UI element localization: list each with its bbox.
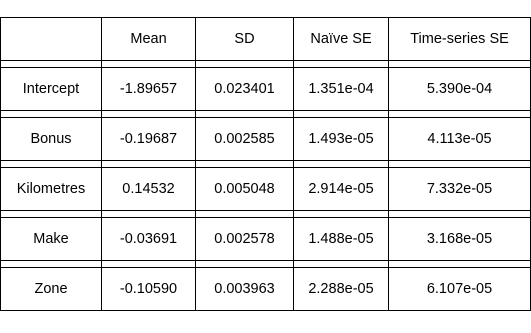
cell-sd: 0.023401 (196, 68, 294, 111)
row-label: Zone (1, 268, 102, 311)
cell-naive-se: 1.351e-04 (294, 68, 389, 111)
cell-sd: 0.002585 (196, 118, 294, 161)
row-label: Bonus (1, 118, 102, 161)
cell-naive-se: 1.493e-05 (294, 118, 389, 161)
cell-mean: -0.19687 (102, 118, 196, 161)
cell-time-series-se: 5.390e-04 (389, 68, 531, 111)
header-cell-empty (1, 18, 102, 61)
table-row (1, 218, 531, 261)
cell-mean: 0.14532 (102, 168, 196, 211)
cell-time-series-se: 4.113e-05 (389, 118, 531, 161)
row-spacer (1, 111, 531, 118)
row-spacer (1, 61, 531, 68)
cell-sd: 0.005048 (196, 168, 294, 211)
cell-time-series-se: 6.107e-05 (389, 268, 531, 311)
cell-sd: 0.003963 (196, 268, 294, 311)
header-cell-sd: SD (196, 18, 294, 61)
cell-naive-se: 2.288e-05 (294, 268, 389, 311)
statistics-table (0, 17, 531, 311)
header-row (1, 18, 531, 61)
cell-mean: -1.89657 (102, 68, 196, 111)
cell-time-series-se: 7.332e-05 (389, 168, 531, 211)
row-label: Kilometres (1, 168, 102, 211)
cell-naive-se: 2.914e-05 (294, 168, 389, 211)
row-spacer (1, 261, 531, 268)
row-label: Intercept (1, 68, 102, 111)
header-cell-naive-se: Naïve SE (294, 18, 389, 61)
row-spacer (1, 211, 531, 218)
row-label: Make (1, 218, 102, 261)
header-cell-time-series-se: Time-series SE (389, 18, 531, 61)
cell-mean: -0.03691 (102, 218, 196, 261)
cell-naive-se: 1.488e-05 (294, 218, 389, 261)
table-row (1, 68, 531, 111)
table-row (1, 268, 531, 311)
table-row (1, 168, 531, 211)
row-spacer (1, 161, 531, 168)
table-row (1, 118, 531, 161)
header-cell-mean: Mean (102, 18, 196, 61)
cell-time-series-se: 3.168e-05 (389, 218, 531, 261)
cell-mean: -0.10590 (102, 268, 196, 311)
cell-sd: 0.002578 (196, 218, 294, 261)
